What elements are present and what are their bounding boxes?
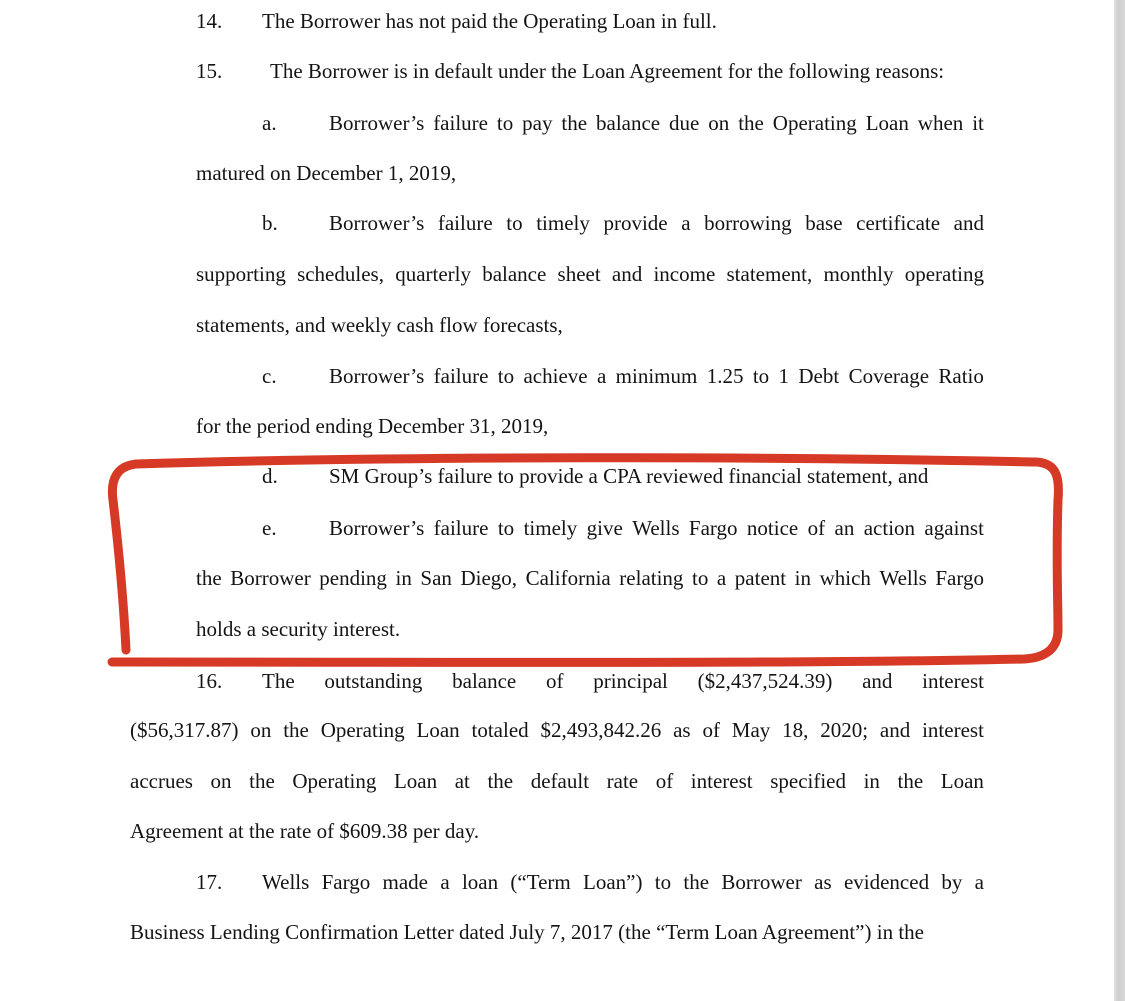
paragraph-14-number: 14.: [196, 9, 223, 33]
paragraph-16-line-4: Agreement at the rate of $609.38 per day.: [130, 819, 480, 843]
word: interest: [690, 769, 753, 793]
word: Operating: [292, 769, 377, 793]
word: (“Term: [510, 870, 571, 894]
word: balance: [596, 111, 661, 135]
word: operating: [904, 262, 984, 286]
paragraph-16-number: 16.: [196, 669, 223, 693]
word: provide: [603, 211, 668, 235]
word: Borrower’s: [329, 111, 425, 135]
word: an: [834, 516, 855, 540]
word: interest: [922, 718, 984, 742]
word: failure: [433, 111, 488, 135]
item-d-line-1: SM Group’s failure to provide a CPA reviewed financial statement, and: [329, 464, 929, 488]
word: the: [897, 769, 924, 793]
item-c-line-2: for the period ending December 31, 2019,: [196, 414, 549, 438]
word: and: [611, 262, 643, 286]
item-b-line-2: [196, 261, 984, 287]
word: timely: [523, 516, 578, 540]
word: by: [941, 870, 963, 894]
word: borrowing: [704, 211, 792, 235]
p16-word: and: [862, 669, 893, 693]
word: of: [702, 718, 720, 742]
word: the: [487, 769, 514, 793]
item-e-line-3: holds a security interest.: [196, 617, 401, 641]
word: as: [814, 870, 832, 894]
word: relating: [619, 566, 684, 590]
word: monthly: [823, 262, 894, 286]
p16-word: The: [262, 669, 295, 693]
word: the: [249, 769, 275, 793]
word: sheet: [557, 262, 601, 286]
word: Debt: [798, 364, 840, 388]
word: timely: [536, 211, 590, 235]
word: income: [653, 262, 716, 286]
word: the: [196, 566, 222, 590]
word: quarterly: [395, 262, 471, 286]
p16-word: outstanding: [324, 669, 423, 693]
word: Borrower: [230, 566, 311, 590]
word: Wells: [879, 566, 927, 590]
paragraph-16-line-2: [130, 717, 984, 743]
word: and: [953, 211, 984, 235]
word: California: [525, 566, 611, 590]
item-a-line-2: matured on December 1, 2019,: [196, 161, 457, 185]
word: Loan: [865, 111, 909, 135]
word: the: [683, 870, 710, 894]
word: balance: [482, 262, 547, 286]
word: when: [917, 111, 964, 135]
word: failure: [433, 516, 489, 540]
p16-word: principal: [593, 669, 668, 693]
word: 2020;: [820, 718, 869, 742]
item-b-line-1: [329, 210, 984, 236]
item-c-line-1: [329, 363, 984, 389]
p16-word: balance: [452, 669, 517, 693]
paragraph-15-text: The Borrower is in default under the Loan Agreement for the following reasons:: [270, 59, 945, 83]
paragraph-15-number: 15.: [196, 59, 223, 83]
word: loan: [461, 870, 499, 894]
word: Diego,: [460, 566, 518, 590]
word: in: [395, 566, 412, 590]
word: on: [708, 111, 730, 135]
word: totaled: [471, 718, 529, 742]
word: on: [250, 718, 272, 742]
word: failure: [437, 211, 493, 235]
word: against: [924, 516, 984, 540]
word: the: [283, 718, 309, 742]
word: of: [655, 769, 674, 793]
word: evidenced: [843, 870, 930, 894]
word: minimum: [615, 364, 698, 388]
word: to: [692, 566, 709, 590]
word: a: [974, 870, 984, 894]
word: Coverage: [848, 364, 930, 388]
word: Loan: [416, 718, 460, 742]
word: to: [497, 516, 515, 540]
word: to: [496, 111, 514, 135]
word: a: [596, 364, 607, 388]
word: May: [731, 718, 771, 742]
word: the: [738, 111, 764, 135]
paragraph-16-line-1: [262, 668, 984, 694]
item-e-line-2: [196, 565, 984, 591]
word: Borrower’s: [329, 364, 425, 388]
word: Fargo: [688, 516, 738, 540]
word: in: [863, 769, 880, 793]
item-e-letter: e.: [262, 516, 277, 540]
word: to: [506, 211, 523, 235]
word: 18,: [782, 718, 809, 742]
word: supporting: [196, 262, 286, 286]
word: Borrower: [721, 870, 802, 894]
word: pay: [522, 111, 553, 135]
word: certificate: [856, 211, 941, 235]
word: in: [794, 566, 812, 590]
word: Ratio: [938, 364, 984, 388]
word: action: [863, 516, 916, 540]
p16-word: interest: [922, 669, 984, 693]
paragraph-17-line-1: [262, 869, 984, 895]
word: at: [454, 769, 470, 793]
paragraph-14-text: The Borrower has not paid the Operating Loan in full.: [262, 9, 717, 33]
word: achieve: [523, 364, 588, 388]
word: a: [681, 211, 691, 235]
word: 1.25: [706, 364, 744, 388]
word: it: [972, 111, 984, 135]
word: give: [586, 516, 623, 540]
paragraph-16-line-3: [130, 768, 984, 794]
word: accrues: [130, 769, 193, 793]
word: which: [819, 566, 871, 590]
word: to: [752, 364, 770, 388]
paragraph-17-number: 17.: [196, 870, 223, 894]
word: default: [530, 769, 590, 793]
word: Loan: [940, 769, 984, 793]
word: $2,493,842.26: [540, 718, 662, 742]
item-b-line-3: statements, and weekly cash flow forecasts,: [196, 313, 563, 337]
word: to: [497, 364, 515, 388]
item-b-letter: b.: [262, 211, 278, 235]
word: a: [440, 870, 450, 894]
word: 1: [778, 364, 790, 388]
word: rate: [606, 769, 639, 793]
paragraph-17-line-2: Business Lending Confirmation Letter dated July 7, 2017 (the “Term Loan Agreement”) in the: [130, 920, 924, 944]
word: Wells: [262, 870, 310, 894]
item-c-letter: c.: [262, 364, 277, 388]
word: Loan: [393, 769, 438, 793]
word: to: [654, 870, 672, 894]
p16-word: of: [545, 669, 564, 693]
word: of: [807, 516, 826, 540]
word: due: [669, 111, 700, 135]
word: base: [805, 211, 843, 235]
word: patent: [734, 566, 787, 590]
word: as: [673, 718, 691, 742]
word: on: [210, 769, 232, 793]
word: pending: [319, 566, 387, 590]
word: Operating: [320, 718, 405, 742]
word: San: [420, 566, 452, 590]
word: the: [561, 111, 588, 135]
word: notice: [746, 516, 799, 540]
word: Loan”): [583, 870, 643, 894]
word: Fargo: [935, 566, 984, 590]
word: Borrower’s: [329, 516, 425, 540]
word: failure: [433, 364, 489, 388]
item-a-line-1: [329, 110, 984, 136]
word: Wells: [632, 516, 680, 540]
p16-word: ($2,437,524.39): [697, 669, 833, 693]
word: Borrower’s: [329, 211, 425, 235]
word: and: [879, 718, 911, 742]
viewer-page-edge: [1114, 0, 1125, 1001]
word: ($56,317.87): [130, 718, 239, 742]
word: schedules,: [297, 262, 384, 286]
item-e-line-1: [329, 515, 984, 541]
word: made: [382, 870, 429, 894]
word: a: [716, 566, 727, 590]
word: Operating: [772, 111, 857, 135]
word: Fargo: [321, 870, 371, 894]
word: specified: [770, 769, 846, 793]
item-a-letter: a.: [262, 111, 277, 135]
word: statement,: [726, 262, 813, 286]
item-d-letter: d.: [262, 464, 278, 488]
